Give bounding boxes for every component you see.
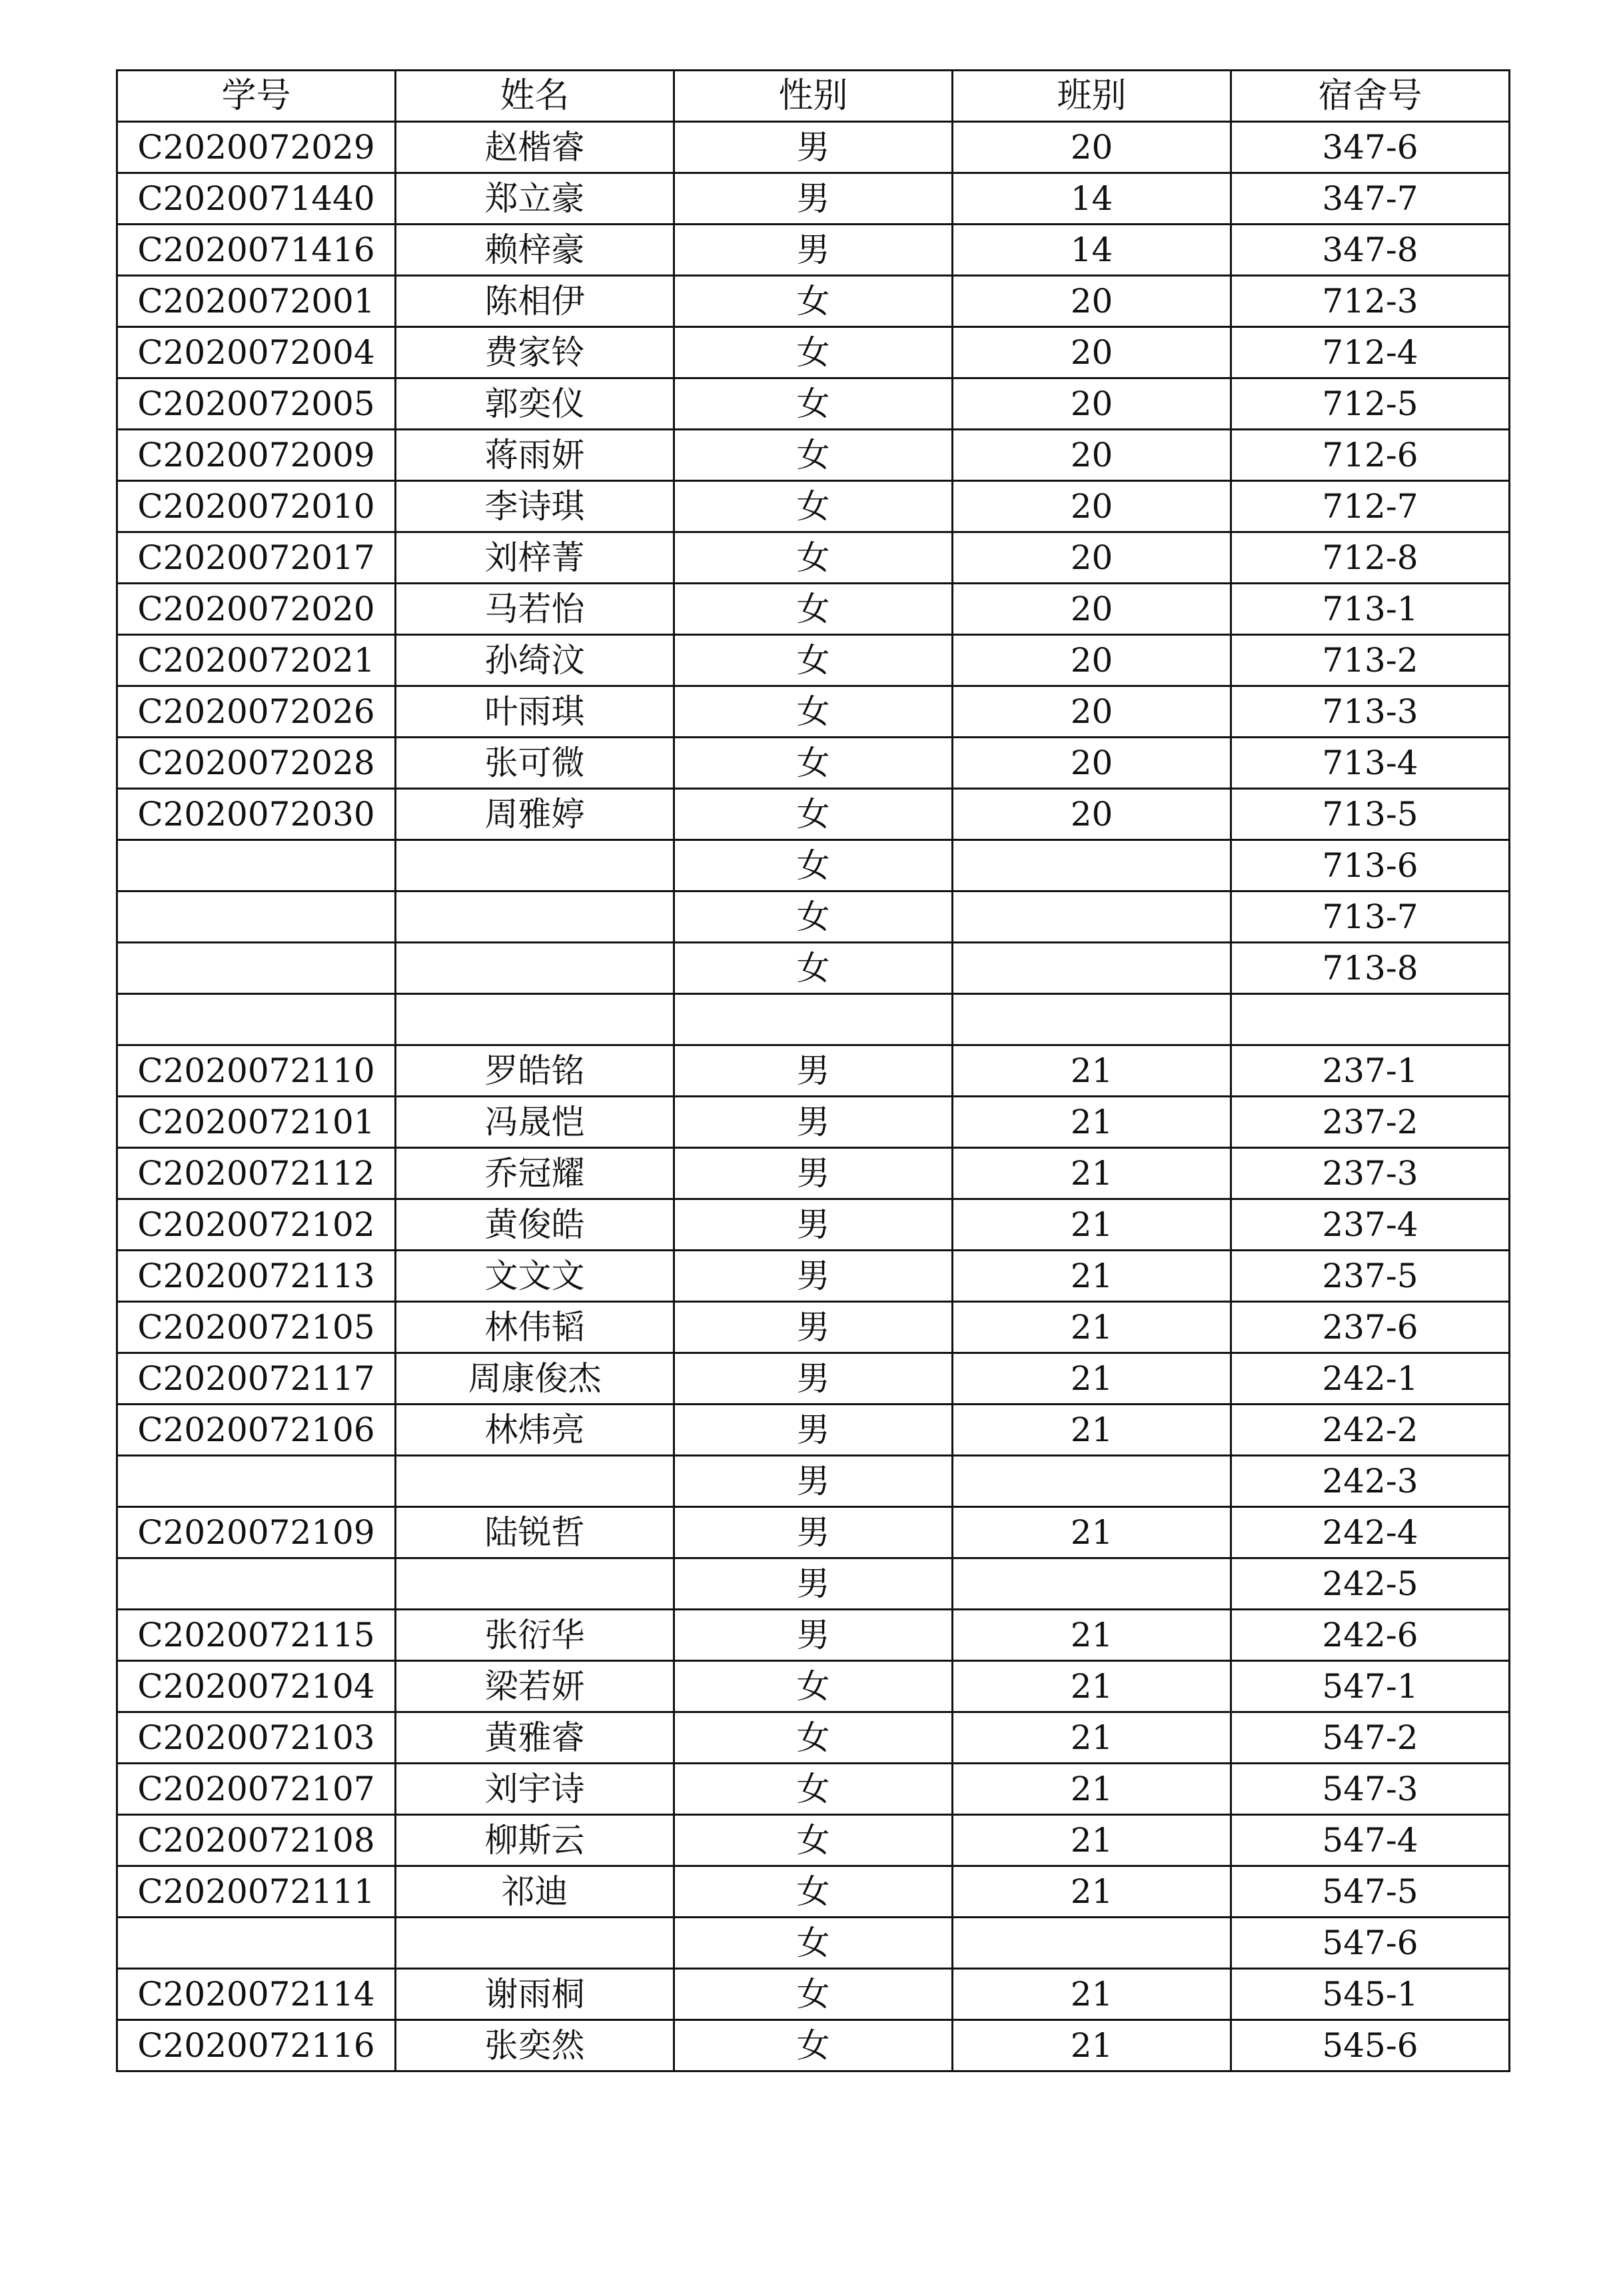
cell-class: 21 [953,1815,1231,1866]
cell-dorm-number: 347-6 [1231,122,1510,173]
table-row [117,1558,1510,1610]
cell-student-id: C2020072021 [117,635,396,686]
table-row [117,122,1510,173]
cell-student-id [117,1456,396,1507]
table-row [117,1405,1510,1456]
cell-name: 林伟韬 [396,1302,674,1353]
cell-gender: 女 [674,738,953,789]
cell-student-id: C2020072005 [117,378,396,430]
table-row [117,1045,1510,1097]
cell-class: 20 [953,327,1231,378]
cell-dorm-number: 547-1 [1231,1661,1510,1712]
table-row [117,1610,1510,1661]
cell-name [396,840,674,891]
table-row [117,1199,1510,1251]
cell-class: 21 [953,1969,1231,2020]
cell-class [953,840,1231,891]
cell-class: 20 [953,430,1231,481]
cell-dorm-number: 712-6 [1231,430,1510,481]
cell-class: 14 [953,173,1231,225]
table-row [117,378,1510,430]
cell-name: 孙绮汶 [396,635,674,686]
cell-class [953,943,1231,994]
cell-gender: 男 [674,1456,953,1507]
cell-gender: 女 [674,686,953,738]
table-row [117,584,1510,635]
cell-class: 21 [953,1866,1231,1918]
cell-dorm-number: 547-6 [1231,1918,1510,1969]
cell-name [396,1456,674,1507]
cell-class [953,1558,1231,1610]
cell-name: 周康俊杰 [396,1353,674,1405]
cell-student-id: C2020072117 [117,1353,396,1405]
cell-student-id: C2020072105 [117,1302,396,1353]
cell-gender [674,994,953,1045]
cell-name [396,1558,674,1610]
cell-class: 14 [953,225,1231,276]
cell-gender: 女 [674,1969,953,2020]
cell-class: 21 [953,1045,1231,1097]
cell-name: 叶雨琪 [396,686,674,738]
cell-gender: 女 [674,635,953,686]
cell-class: 21 [953,1661,1231,1712]
cell-student-id: C2020072111 [117,1866,396,1918]
cell-name: 罗皓铭 [396,1045,674,1097]
table-row [117,2020,1510,2071]
cell-gender: 女 [674,789,953,840]
cell-student-id [117,943,396,994]
cell-dorm-number: 237-4 [1231,1199,1510,1251]
cell-dorm-number: 713-3 [1231,686,1510,738]
cell-name: 张奕然 [396,2020,674,2071]
cell-gender: 男 [674,1199,953,1251]
cell-gender: 男 [674,1302,953,1353]
cell-student-id: C2020072107 [117,1764,396,1815]
cell-dorm-number: 713-8 [1231,943,1510,994]
cell-student-id [117,1918,396,1969]
cell-name: 刘宇诗 [396,1764,674,1815]
table-row [117,994,1510,1045]
cell-student-id: C2020071440 [117,173,396,225]
header-class: 班别 [953,71,1231,122]
cell-dorm-number: 547-4 [1231,1815,1510,1866]
table-row [117,891,1510,943]
cell-dorm-number: 237-6 [1231,1302,1510,1353]
table-row [117,789,1510,840]
cell-class: 21 [953,1353,1231,1405]
cell-class [953,891,1231,943]
cell-dorm-number: 237-5 [1231,1251,1510,1302]
cell-gender: 女 [674,1918,953,1969]
cell-student-id: C2020072104 [117,1661,396,1712]
cell-name: 刘梓菁 [396,532,674,584]
cell-student-id: C2020072116 [117,2020,396,2071]
cell-name: 郭奕仪 [396,378,674,430]
cell-class: 20 [953,584,1231,635]
table-row [117,1969,1510,2020]
cell-name: 李诗琪 [396,481,674,532]
cell-dorm-number: 712-8 [1231,532,1510,584]
cell-name: 费家铃 [396,327,674,378]
cell-gender: 女 [674,430,953,481]
cell-name: 冯晟恺 [396,1097,674,1148]
table-row [117,1507,1510,1558]
cell-name: 梁若妍 [396,1661,674,1712]
table-row [117,1353,1510,1405]
cell-student-id: C2020072101 [117,1097,396,1148]
cell-name: 张衍华 [396,1610,674,1661]
cell-name: 张可微 [396,738,674,789]
cell-class: 20 [953,481,1231,532]
cell-name [396,891,674,943]
cell-gender: 男 [674,173,953,225]
cell-class [953,1918,1231,1969]
cell-class [953,1456,1231,1507]
cell-gender: 男 [674,1251,953,1302]
cell-student-id: C2020072028 [117,738,396,789]
cell-name [396,1918,674,1969]
cell-dorm-number: 347-7 [1231,173,1510,225]
cell-dorm-number: 242-4 [1231,1507,1510,1558]
table-row [117,532,1510,584]
header-student-id: 学号 [117,71,396,122]
cell-student-id: C2020072113 [117,1251,396,1302]
header-gender: 性别 [674,71,953,122]
cell-dorm-number: 712-4 [1231,327,1510,378]
cell-class: 20 [953,122,1231,173]
cell-name: 文文文 [396,1251,674,1302]
table-row [117,943,1510,994]
cell-student-id: C2020072102 [117,1199,396,1251]
table-row [117,1148,1510,1199]
cell-class [953,994,1231,1045]
cell-dorm-number: 547-5 [1231,1866,1510,1918]
cell-dorm-number: 547-2 [1231,1712,1510,1764]
table-row [117,481,1510,532]
cell-dorm-number: 545-1 [1231,1969,1510,2020]
cell-class: 21 [953,1712,1231,1764]
cell-class: 21 [953,1097,1231,1148]
cell-name: 陈相伊 [396,276,674,327]
cell-class: 21 [953,1507,1231,1558]
cell-student-id: C2020072109 [117,1507,396,1558]
cell-student-id: C2020072004 [117,327,396,378]
table-row [117,430,1510,481]
cell-class: 21 [953,1148,1231,1199]
cell-dorm-number: 242-5 [1231,1558,1510,1610]
cell-student-id: C2020072029 [117,122,396,173]
cell-gender: 女 [674,584,953,635]
cell-student-id [117,1558,396,1610]
table-row [117,1456,1510,1507]
cell-name: 黄雅睿 [396,1712,674,1764]
cell-student-id: C2020072114 [117,1969,396,2020]
cell-gender: 男 [674,1353,953,1405]
table-row [117,1712,1510,1764]
cell-gender: 男 [674,1507,953,1558]
cell-student-id [117,840,396,891]
cell-dorm-number: 237-2 [1231,1097,1510,1148]
cell-dorm-number: 237-3 [1231,1148,1510,1199]
cell-dorm-number: 712-7 [1231,481,1510,532]
table-row [117,840,1510,891]
table-row [117,686,1510,738]
cell-dorm-number: 242-6 [1231,1610,1510,1661]
cell-dorm-number: 237-1 [1231,1045,1510,1097]
table-row [117,327,1510,378]
table-row [117,738,1510,789]
table-row [117,1764,1510,1815]
cell-gender: 男 [674,1148,953,1199]
table-row [117,1302,1510,1353]
cell-student-id: C2020072108 [117,1815,396,1866]
cell-dorm-number: 713-7 [1231,891,1510,943]
cell-name: 柳斯云 [396,1815,674,1866]
cell-name: 郑立豪 [396,173,674,225]
cell-student-id: C2020072001 [117,276,396,327]
table-body [117,122,1510,2071]
cell-class: 21 [953,1764,1231,1815]
cell-dorm-number: 547-3 [1231,1764,1510,1815]
cell-gender: 男 [674,1045,953,1097]
cell-name: 陆锐哲 [396,1507,674,1558]
cell-name [396,994,674,1045]
table-row [117,173,1510,225]
header-name: 姓名 [396,71,674,122]
cell-class: 21 [953,1199,1231,1251]
cell-class: 20 [953,789,1231,840]
cell-class: 20 [953,532,1231,584]
cell-name: 周雅婷 [396,789,674,840]
cell-name: 黄俊皓 [396,1199,674,1251]
cell-student-id: C2020072010 [117,481,396,532]
cell-gender: 女 [674,2020,953,2071]
cell-class: 20 [953,276,1231,327]
table-row [117,1918,1510,1969]
cell-class: 21 [953,2020,1231,2071]
cell-name: 赵楷睿 [396,122,674,173]
cell-gender: 女 [674,840,953,891]
cell-gender: 男 [674,1405,953,1456]
cell-class: 21 [953,1251,1231,1302]
cell-student-id: C2020072103 [117,1712,396,1764]
cell-dorm-number: 242-3 [1231,1456,1510,1507]
cell-class: 20 [953,378,1231,430]
cell-gender: 女 [674,1815,953,1866]
cell-gender: 男 [674,1097,953,1148]
cell-gender: 女 [674,943,953,994]
cell-student-id: C2020072017 [117,532,396,584]
cell-name: 祁迪 [396,1866,674,1918]
table-row [117,1097,1510,1148]
cell-student-id: C2020072026 [117,686,396,738]
cell-student-id [117,994,396,1045]
cell-gender: 女 [674,891,953,943]
cell-student-id: C2020072110 [117,1045,396,1097]
header-dorm-number: 宿舍号 [1231,71,1510,122]
cell-dorm-number: 242-1 [1231,1353,1510,1405]
cell-dorm-number: 242-2 [1231,1405,1510,1456]
cell-name [396,943,674,994]
cell-gender: 男 [674,122,953,173]
cell-dorm-number: 712-5 [1231,378,1510,430]
cell-dorm-number: 713-5 [1231,789,1510,840]
table-row [117,225,1510,276]
cell-name: 乔冠耀 [396,1148,674,1199]
cell-dorm-number: 713-4 [1231,738,1510,789]
cell-gender: 女 [674,532,953,584]
cell-gender: 女 [674,327,953,378]
cell-gender: 女 [674,1764,953,1815]
cell-student-id: C2020072112 [117,1148,396,1199]
table-row [117,1661,1510,1712]
cell-dorm-number: 347-8 [1231,225,1510,276]
cell-gender: 女 [674,1661,953,1712]
cell-gender: 男 [674,225,953,276]
table-row [117,1251,1510,1302]
cell-gender: 男 [674,1558,953,1610]
cell-class: 21 [953,1405,1231,1456]
cell-student-id: C2020071416 [117,225,396,276]
cell-dorm-number [1231,994,1510,1045]
table-row [117,1866,1510,1918]
cell-name: 蒋雨妍 [396,430,674,481]
cell-student-id: C2020072115 [117,1610,396,1661]
cell-class: 20 [953,635,1231,686]
cell-gender: 女 [674,481,953,532]
table-row [117,1815,1510,1866]
cell-dorm-number: 545-6 [1231,2020,1510,2071]
table-row [117,276,1510,327]
cell-student-id: C2020072009 [117,430,396,481]
cell-gender: 男 [674,1610,953,1661]
cell-dorm-number: 713-6 [1231,840,1510,891]
cell-name: 马若怡 [396,584,674,635]
cell-name: 赖梓豪 [396,225,674,276]
header-row [117,71,1510,122]
cell-name: 林炜亮 [396,1405,674,1456]
cell-student-id: C2020072030 [117,789,396,840]
cell-gender: 女 [674,276,953,327]
cell-class: 21 [953,1302,1231,1353]
cell-dorm-number: 712-3 [1231,276,1510,327]
cell-dorm-number: 713-2 [1231,635,1510,686]
dormitory-table [116,69,1510,2072]
cell-student-id: C2020072020 [117,584,396,635]
cell-class: 20 [953,686,1231,738]
cell-gender: 女 [674,1712,953,1764]
table-row [117,635,1510,686]
table-header [117,71,1510,122]
cell-class: 21 [953,1610,1231,1661]
cell-gender: 女 [674,1866,953,1918]
cell-student-id [117,891,396,943]
cell-class: 20 [953,738,1231,789]
cell-dorm-number: 713-1 [1231,584,1510,635]
cell-name: 谢雨桐 [396,1969,674,2020]
cell-gender: 女 [674,378,953,430]
cell-student-id: C2020072106 [117,1405,396,1456]
